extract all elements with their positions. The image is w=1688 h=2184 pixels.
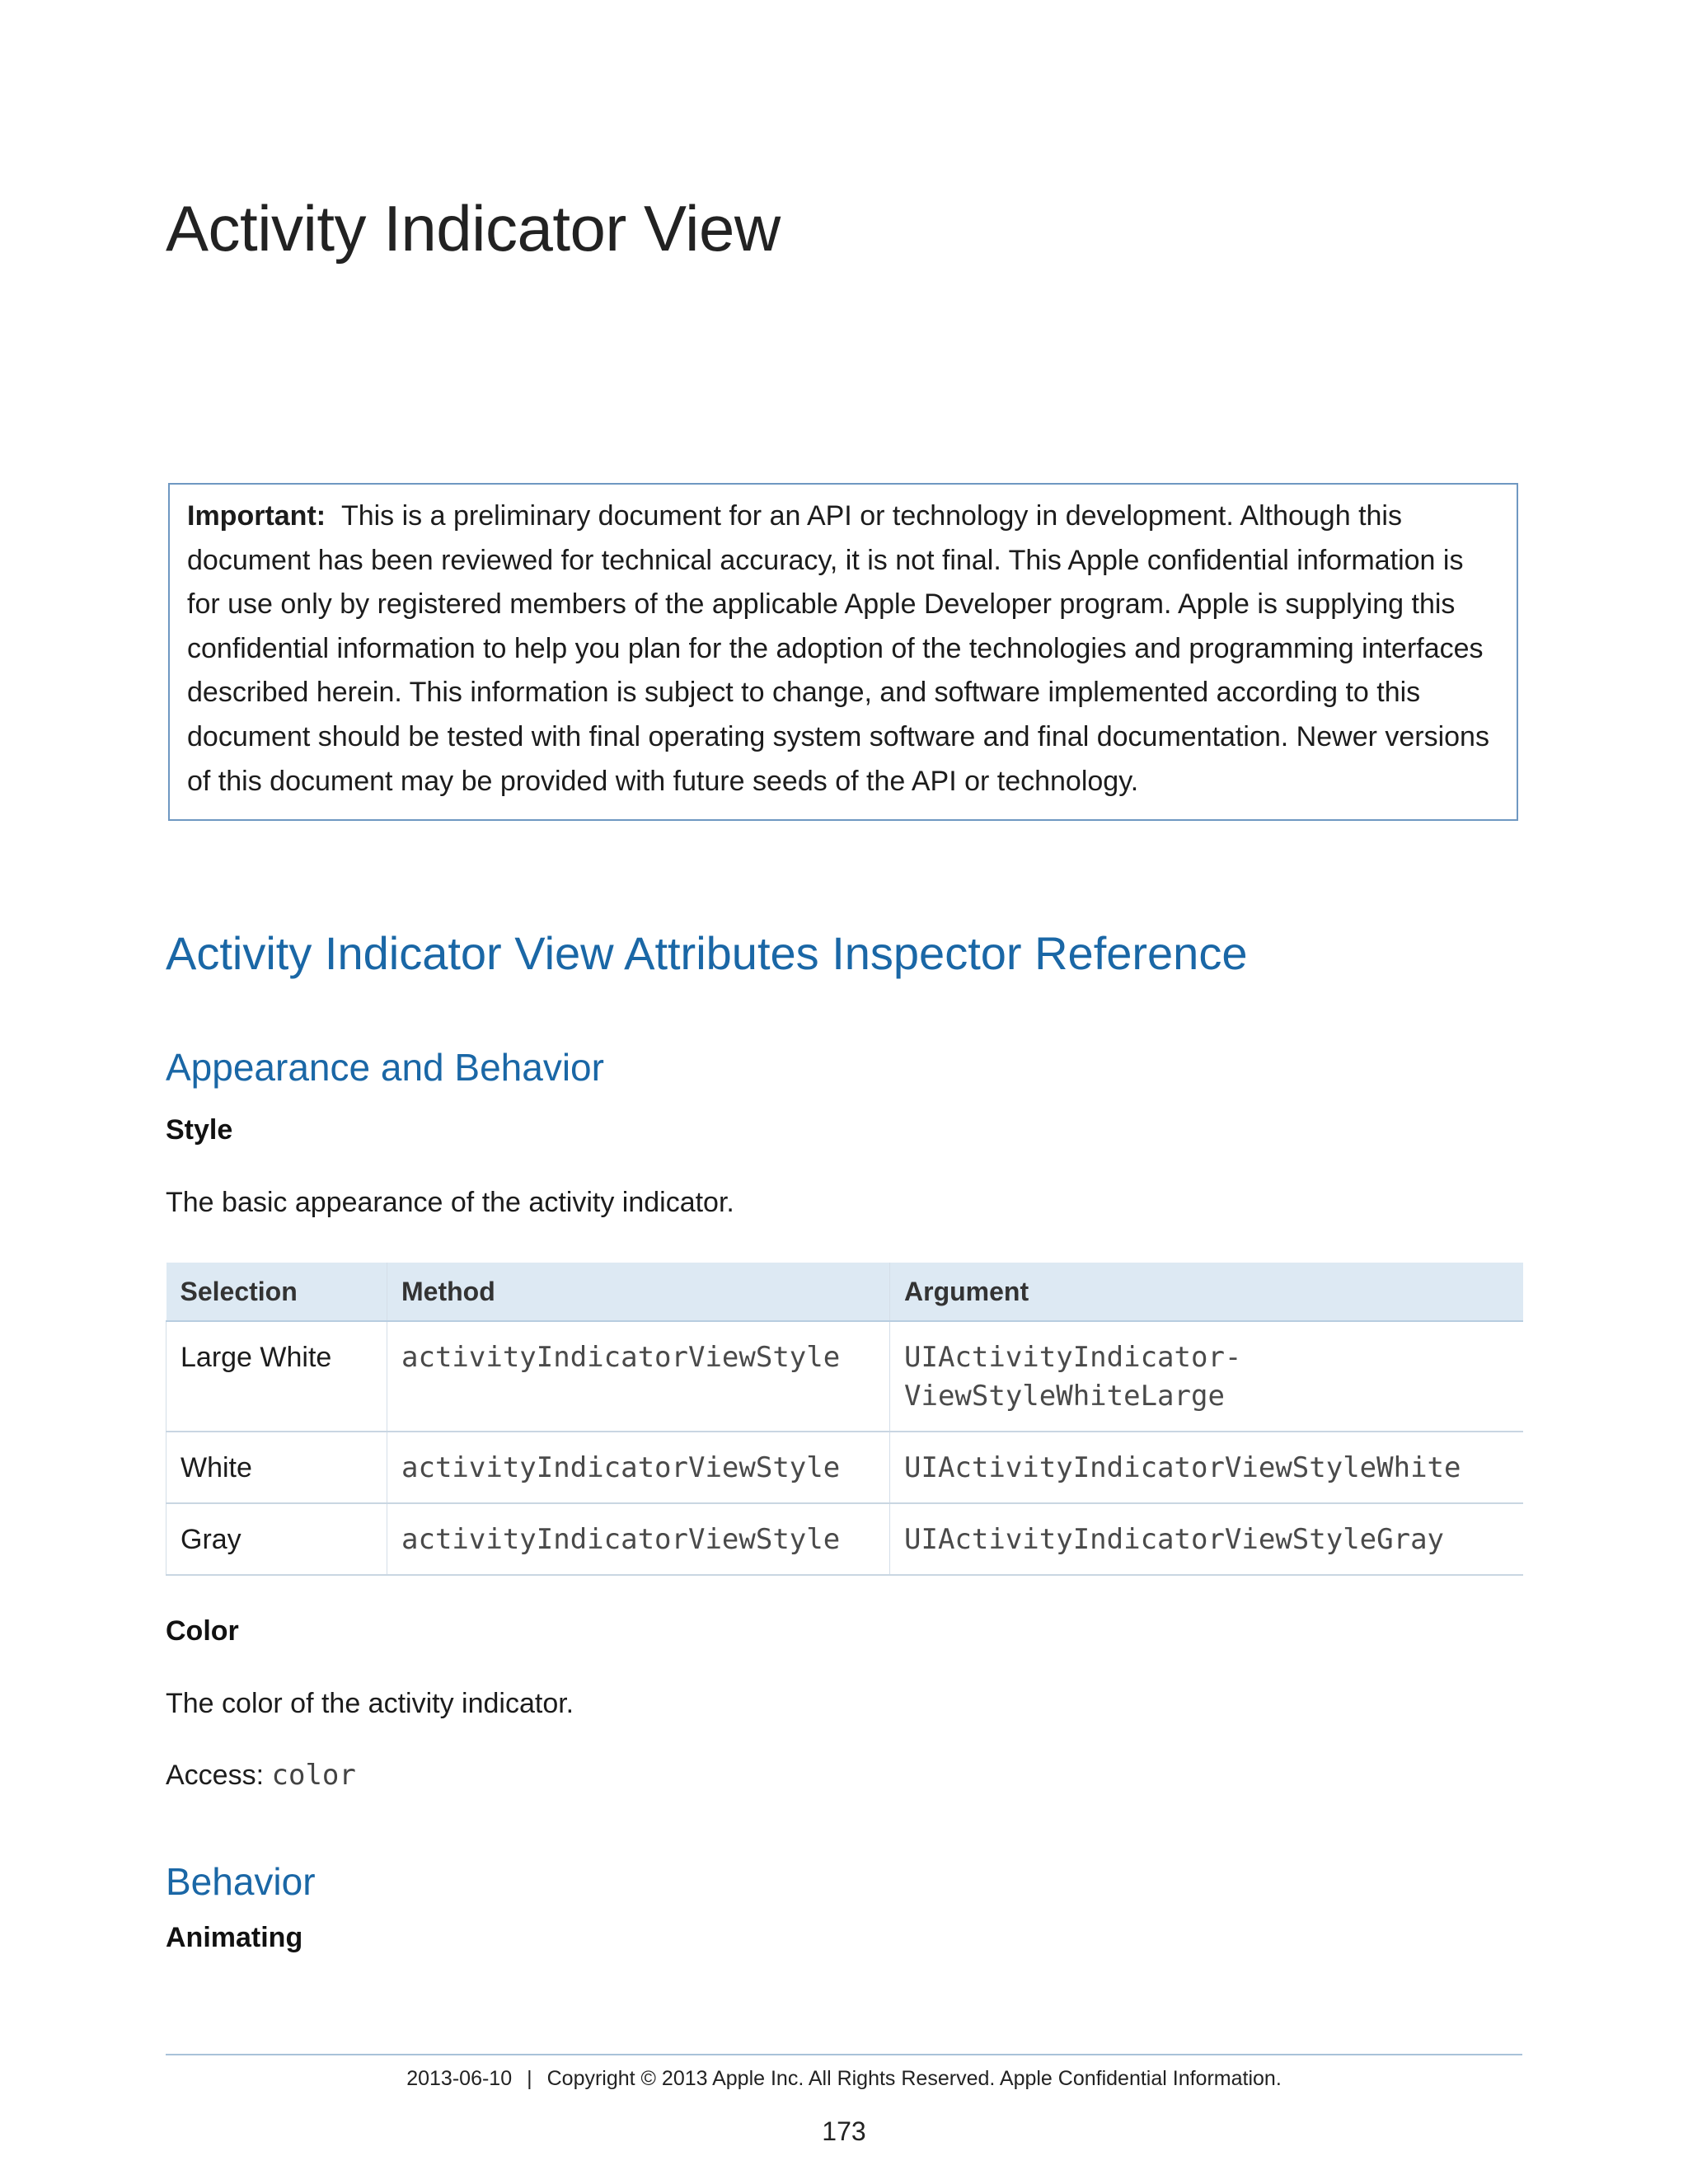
argument-line: UIActivityIndicator-	[904, 1341, 1242, 1374]
argument-cell: UIActivityIndicatorViewStyleGray	[890, 1503, 1523, 1575]
access-value: color	[271, 1759, 356, 1792]
style-table	[166, 1263, 1523, 1576]
page-title: Activity Indicator View	[166, 192, 781, 265]
selection-cell: White	[166, 1432, 387, 1503]
method-cell: activityIndicatorViewStyle	[387, 1432, 890, 1503]
important-text: This is a preliminary document for an API or technology in development. Although this document has been reviewed for technical accuracy, it is not final. This Apple confidential information is for use only by registered members of the applicable Apple Developer program. Apple is supplying this confidential information to help you plan for the adoption of the technologies and programming interfaces described herein. This information is subject to change, and software implemented according to this document should be tested with final operating system software and final documentation. Newer versions of this document may be provided with future seeds of the API or technology.	[187, 500, 1489, 797]
behavior-heading: Behavior	[166, 1860, 316, 1903]
table-header-row	[166, 1263, 1523, 1321]
style-description: The basic appearance of the activity indicator.	[166, 1187, 734, 1218]
appearance-heading: Appearance and Behavior	[166, 1046, 604, 1089]
color-description: The color of the activity indicator.	[166, 1688, 574, 1719]
access-label: Access:	[166, 1760, 265, 1791]
selection-cell: Large White	[166, 1321, 387, 1432]
animating-heading: Animating	[166, 1922, 303, 1953]
footer-copyright: Copyright © 2013 Apple Inc. All Rights Reserved. Apple Confidential Information.	[546, 2067, 1282, 2090]
argument-cell	[890, 1321, 1523, 1432]
color-heading: Color	[166, 1615, 239, 1647]
table-row	[166, 1503, 1523, 1575]
table-row	[166, 1321, 1523, 1432]
style-heading: Style	[166, 1114, 233, 1146]
section-heading: Activity Indicator View Attributes Inspector Reference	[166, 927, 1248, 979]
column-header-method: Method	[387, 1263, 890, 1321]
column-header-selection: Selection	[166, 1263, 387, 1321]
selection-cell: Gray	[166, 1503, 387, 1575]
footer-date: 2013-06-10	[406, 2067, 513, 2090]
footer	[0, 2067, 1688, 2091]
footer-separator: |	[527, 2067, 532, 2090]
footer-divider	[166, 2054, 1522, 2055]
method-cell: activityIndicatorViewStyle	[387, 1321, 890, 1432]
method-cell: activityIndicatorViewStyle	[387, 1503, 890, 1575]
page-number: 173	[822, 2116, 866, 2146]
important-notice-box	[168, 483, 1518, 821]
color-access	[166, 1759, 356, 1792]
column-header-argument: Argument	[890, 1263, 1523, 1321]
important-label: Important:	[187, 500, 326, 532]
table-row	[166, 1432, 1523, 1503]
argument-cell: UIActivityIndicatorViewStyleWhite	[890, 1432, 1523, 1503]
argument-line: ViewStyleWhiteLarge	[904, 1380, 1225, 1413]
